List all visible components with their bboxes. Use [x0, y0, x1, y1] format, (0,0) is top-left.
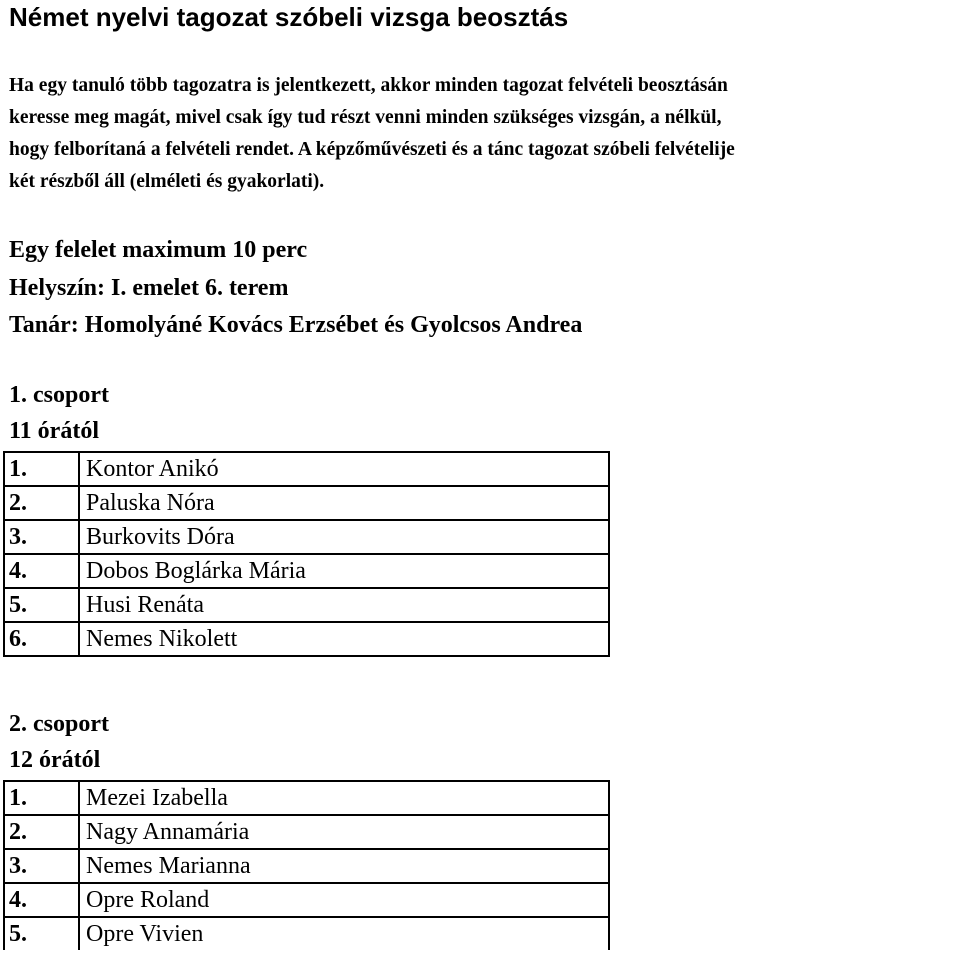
group-label: 1. csoport [9, 382, 109, 408]
student-name: Nemes Marianna [79, 849, 609, 883]
page-title: Német nyelvi tagozat szóbeli vizsga beosztás [9, 2, 569, 32]
table-row [4, 588, 609, 622]
student-name: Burkovits Dóra [79, 520, 609, 554]
student-name: Opre Vivien [79, 917, 609, 950]
teachers-text: Tanár: Homolyáné Kovács Erzsébet és Gyolcsos Andrea [9, 312, 583, 338]
location-text: Helyszín: I. emelet 6. terem [9, 274, 289, 301]
student-name: Nagy Annamária [79, 815, 609, 849]
group-2-header [9, 706, 109, 778]
intro-line: két részből áll (elméleti és gyakorlati). [9, 171, 325, 192]
group-1-roster-table [3, 451, 610, 657]
student-number: 1. [4, 452, 79, 486]
table-row [4, 917, 609, 950]
table-row [4, 781, 609, 815]
table-row [4, 622, 609, 656]
table-row [4, 849, 609, 883]
group-label: 2. csoport [9, 711, 109, 737]
student-number: 3. [4, 520, 79, 554]
group-1-header [9, 377, 109, 449]
student-number: 5. [4, 917, 79, 950]
intro-paragraph [9, 70, 959, 198]
intro-line: hogy felborítaná a felvételi rendet. A képzőművészeti és a tánc tagozat szóbeli felvételije [9, 139, 735, 160]
student-number: 6. [4, 622, 79, 656]
table-row [4, 815, 609, 849]
student-name: Paluska Nóra [79, 486, 609, 520]
student-number: 2. [4, 815, 79, 849]
student-name: Dobos Boglárka Mária [79, 554, 609, 588]
student-name: Nemes Nikolett [79, 622, 609, 656]
table-row [4, 452, 609, 486]
table-row [4, 883, 609, 917]
intro-line: Ha egy tanuló több tagozatra is jelentkezett, akkor minden tagozat felvételi beosztásán [9, 75, 728, 96]
table-row [4, 520, 609, 554]
group-2-roster-table [3, 780, 610, 950]
student-name: Opre Roland [79, 883, 609, 917]
duration-text: Egy felelet maximum 10 perc [9, 237, 308, 263]
student-number: 2. [4, 486, 79, 520]
group-time: 12 órától [9, 747, 101, 773]
table-row [4, 486, 609, 520]
group-time: 11 órától [9, 418, 99, 444]
student-name: Mezei Izabella [79, 781, 609, 815]
student-name: Husi Renáta [79, 588, 609, 622]
student-number: 4. [4, 883, 79, 917]
student-number: 3. [4, 849, 79, 883]
student-number: 1. [4, 781, 79, 815]
student-name: Kontor Anikó [79, 452, 609, 486]
student-number: 4. [4, 554, 79, 588]
exam-info [9, 232, 582, 345]
table-row [4, 554, 609, 588]
student-number: 5. [4, 588, 79, 622]
intro-line: keresse meg magát, mivel csak így tud részt venni minden szükséges vizsgán, a nélkül, [9, 107, 722, 128]
